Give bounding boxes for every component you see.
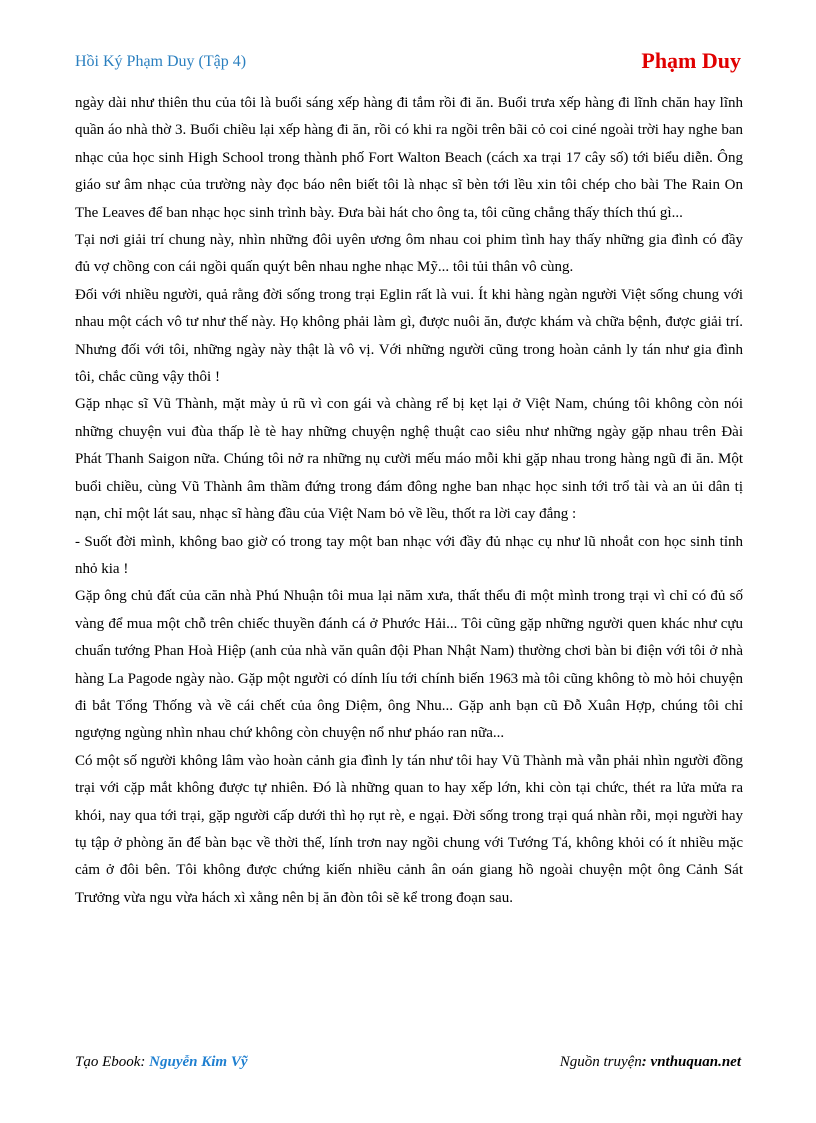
- author-name: Phạm Duy: [641, 48, 741, 73]
- page-body: [75, 90, 743, 912]
- paragraph: ngày dài như thiên thu của tôi là buổi sáng xếp hàng đi tắm rồi đi ăn. Buổi trưa xếp hàng đi lĩnh chăn hay lĩnh quần áo nhà thờ 3. Buổi chiều lại xếp hàng đi ăn, rồi có khi ra ngồi trên bãi cỏ coi ciné ngoài trời hay nghe ban nhạc của học sinh High School trong thành phố Fort Walton Beach (cách xa trại 17 cây số) tới biểu diễn. Ông giáo sư âm nhạc của trường này đọc báo nên biết tôi là nhạc sĩ bèn tới lều xin tôi chép cho bài The Rain On The Leaves để ban nhạc học sinh trình bày. Đưa bài hát cho ông ta, tôi cũng chẳng thấy thích thú gì...: [75, 95, 743, 221]
- paragraph: Gặp ông chủ đất của căn nhà Phú Nhuận tôi mua lại năm xưa, thất thểu đi một mình trong trại vì chỉ có đủ số vàng để mua một chỗ trên chiếc thuyền đánh cá ở Phước Hải... Tôi cũng gặp những người quen khác như cựu chuẩn tướng Phan Hoà Hiệp (anh của nhà văn quân đội Phan Nhật Nam) thường chơi bàn bi điện với tôi ở nhà hàng La Pagode ngày nào. Gặp một người có dính líu tới chính biến 1963 mà tôi cũng không tò mò hỏi chuyện đi bắt Tổng Thống và về cái chết của ông Diệm, ông Nhu... Gặp anh bạn cũ Đỗ Xuân Hợp, chúng tôi chỉ ngượng ngùng nhìn nhau chứ không còn chuyện nổ như pháo ran nữa...: [75, 588, 743, 742]
- book-title: Hồi Ký Phạm Duy (Tập 4): [75, 53, 247, 70]
- page-footer: [75, 1054, 741, 1078]
- page-header: [75, 48, 741, 76]
- paragraph: - Suốt đời mình, không bao giờ có trong tay một ban nhạc với đầy đủ nhạc cụ như lũ nhoắt con học sinh tỉnh nhỏ kia !: [75, 533, 743, 577]
- source-site-link[interactable]: vnthuquan.net: [650, 1054, 741, 1070]
- source-separator: :: [641, 1054, 651, 1070]
- ebook-separator: :: [140, 1054, 150, 1070]
- paragraph: Đối với nhiều người, quả rằng đời sống trong trại Eglin rất là vui. Ít khi hàng ngàn người Việt sống chung với nhau một cách vô tư như thế này. Họ không phải làm gì, được nuôi ăn, được khám và chữa bệnh, được giải trí. Nhưng đối với tôi, những ngày này thật là vô vị. Với những người cũng trong hoàn cảnh ly tán như gia đình tôi, chắc cũng vậy thôi !: [75, 286, 743, 386]
- paragraph: Có một số người không lâm vào hoàn cảnh gia đình ly tán như tôi hay Vũ Thành mà vẫn phải nhìn người đồng trại với cặp mắt không được tự nhiên. Đó là những quan to hay xếp lớn, khi còn tại chức, thét ra lửa mửa ra khói, nay qua tới trại, gặp người cấp dưới thì họ rụt rè, e ngại. Đời sống trong trại quá nhàn rỗi, mọi người hay tụ tập ở phòng ăn để bàn bạc về thời thế, lính trơn nay ngồi chung với Tướng Tá, không khỏi có ít nhiều mặc cảm ở đôi bên. Tôi không được chứng kiến nhiều cảnh ân oán giang hồ ngoài chuyện một ông Cảnh Sát Trưởng vừa ngu vừa hách xì xằng nên bị ăn đòn tôi sẽ kể trong đoạn sau.: [75, 752, 743, 906]
- ebook-label: Tạo Ebook: [75, 1054, 141, 1070]
- source-credit: [560, 1054, 741, 1071]
- paragraph: Tại nơi giải trí chung này, nhìn những đôi uyên ương ôm nhau coi phim tình hay thấy những gia đình có đầy đủ vợ chồng con cái ngồi quấn quýt bên nhau nghe nhạc Mỹ... tôi tủi thân vô cùng.: [75, 232, 743, 276]
- paragraph: Gặp nhạc sĩ Vũ Thành, mặt mày ủ rũ vì con gái và chàng rể bị kẹt lại ở Việt Nam, chúng tôi không còn nói những chuyện vui đùa thấp lè tè hay những chuyện nghệ thuật cao siêu như những ngày gặp nhau trên Đài Phát Thanh Saigon nữa. Chúng tôi nở ra những nụ cười mếu máo mỗi khi gặp nhau trong hàng ngũ đi ăn. Một buổi chiều, cùng Vũ Thành âm thầm đứng trong đám đông nghe ban nhạc học sinh tới trổ tài và an ủi dân tị nạn, chỉ một lát sau, nhạc sĩ hàng đầu của Việt Nam bỏ về lều, thốt ra lời cay đắng :: [75, 396, 743, 523]
- source-label: Nguồn truyện: [559, 1054, 642, 1070]
- ebook-credit: [75, 1054, 248, 1071]
- ebook-creator-link[interactable]: Nguyễn Kim Vỹ: [149, 1054, 248, 1070]
